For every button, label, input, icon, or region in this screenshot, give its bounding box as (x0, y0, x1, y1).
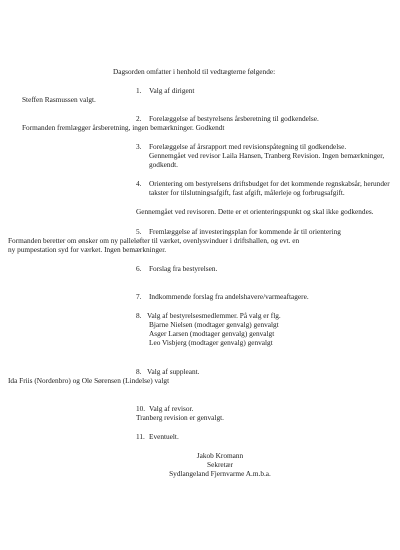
agenda-item-4-body-line: Gennemgået ved revisoren. Dette er et orienteringspunkt og skal ikke godkendes. (136, 207, 374, 216)
agenda-item-4-title: Orientering om bestyrelsens driftsbudget for det kommende regnskabsår, herunder (149, 179, 390, 188)
agenda-item-8-number: 8. (136, 311, 142, 320)
agenda-item-8-title: Valg af bestyrelsesmedlemmer. På valg er flg. (147, 311, 281, 320)
agenda-item-11-number: 11. (136, 432, 145, 441)
agenda-item-6-title: Forslag fra bestyrelsen. (149, 264, 218, 273)
agenda-item-2-number: 2. (136, 114, 142, 123)
agenda-item-5-body-line: Formanden beretter om ønsker om ny palleløfter til værket, ovenlysvinduer i driftshallen, og evt. en (8, 236, 300, 245)
agenda-item-10-number: 10. (136, 404, 146, 413)
agenda-item-8-body-line: Bjarne Nielsen (modtager genvalg) genvalgt (149, 320, 279, 329)
agenda-item-2-body: Formanden fremlægger årsberetning, ingen bemærkninger. Godkendt (22, 123, 225, 132)
agenda-item-5-title: Fremlæggelse af investeringsplan for kommende år til orientering (149, 227, 341, 236)
agenda-item-10-title: Valg af revisor. (149, 404, 194, 413)
agenda-item-1-body: Steffen Rasmussen valgt. (22, 95, 96, 104)
signature-name: Jakob Kromann (196, 451, 244, 460)
agenda-item-7-title: Indkommende forslag fra andelshavere/varmeaftagere. (149, 292, 309, 301)
agenda-item-3-body-line: godkendt. (149, 160, 178, 169)
agenda-item-3-body-line: Gennemgået ved revisor Laila Hansen, Tranberg Revision. Ingen bemærkninger, (149, 151, 385, 160)
agenda-item-3-title: Forelæggelse af årsrapport med revisionspåtegning til godkendelse. (149, 142, 347, 151)
agenda-item-9-number: 8. (136, 367, 142, 376)
agenda-item-9-body: Ida Friis (Nordenbro) og Ole Sørensen (Lindelse) valgt (8, 376, 170, 385)
agenda-item-8-body-line: Asger Larsen (modtager genvalg) genvalgt (149, 329, 275, 338)
agenda-item-9-title: Valg af suppleant. (147, 367, 200, 376)
agenda-item-4-body-line: takster for tilslutningsafgift, fast afgift, målerleje og forbrugsafgift. (149, 188, 345, 197)
agenda-item-5-body-line: ny pumpestation syd for værket. Ingen bemærkninger. (8, 245, 167, 254)
agenda-item-6-number: 6. (136, 264, 142, 273)
agenda-item-1-title: Valg af dirigent (149, 86, 195, 95)
signature-org: Sydlangeland Fjernvarme A.m.b.a. (169, 469, 271, 478)
page-heading: Dagsorden omfatter i henhold til vedtægterne følgende: (113, 67, 276, 76)
agenda-item-3-number: 3. (136, 142, 142, 151)
agenda-item-7-number: 7. (136, 292, 142, 301)
agenda-item-2-title: Forelæggelse af bestyrelsens årsberetning til godkendelse. (149, 114, 319, 123)
agenda-item-1-number: 1. (136, 86, 142, 95)
agenda-item-4-number: 4. (136, 179, 142, 188)
agenda-item-8-body-line: Leo Visbjerg (modtager genvalg) genvalgt (149, 338, 273, 347)
agenda-item-10-body: Tranberg revision er genvalgt. (136, 413, 224, 422)
agenda-item-5-number: 5. (136, 227, 142, 236)
agenda-item-11-title: Eventuelt. (149, 432, 179, 441)
signature-role: Sekretær (207, 460, 233, 469)
